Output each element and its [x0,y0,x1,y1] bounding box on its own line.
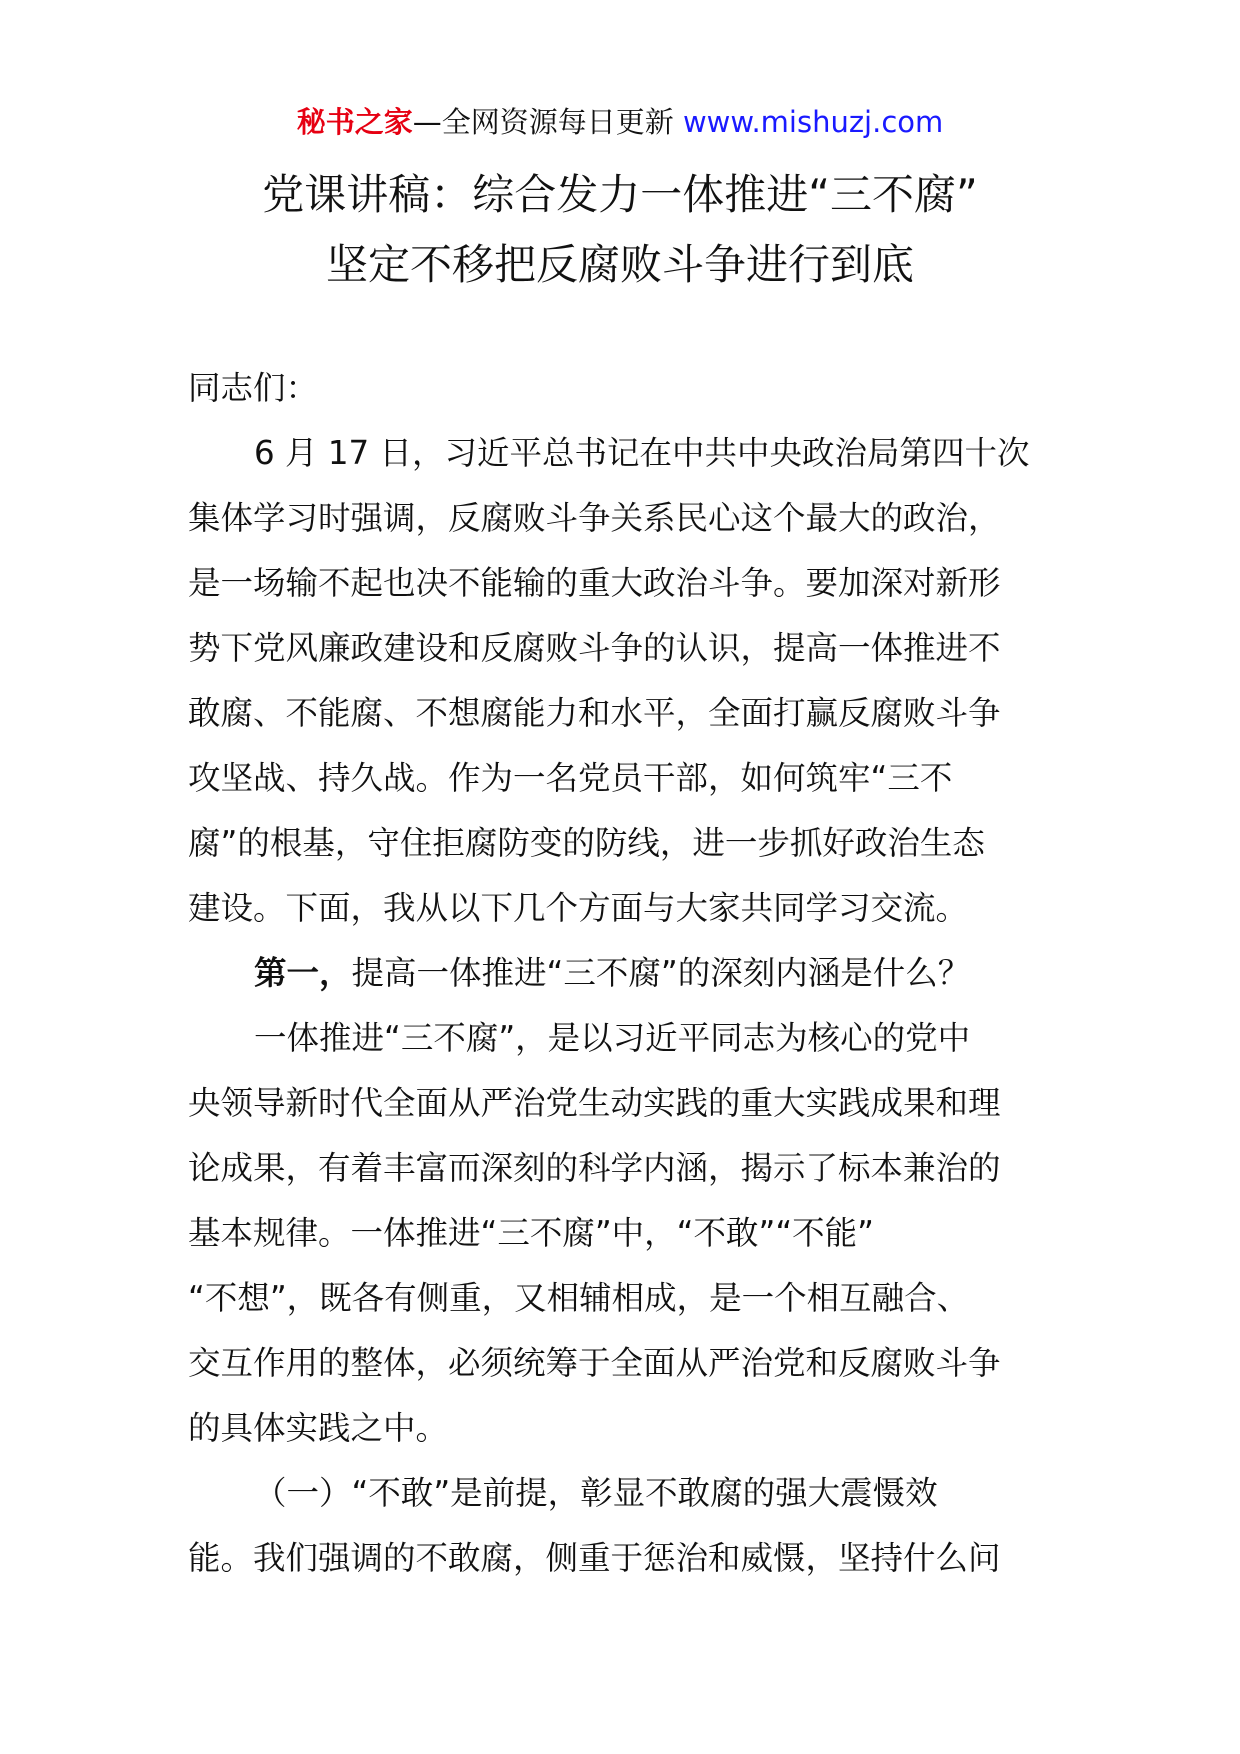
paragraph-line: 攻坚战、持久战。作为一名党员干部，如何筑牢“三不 [188,759,953,797]
paragraph-line: 能。我们强调的不敢腐，侧重于惩治和威慑，坚持什么问 [188,1539,1001,1577]
paragraph-line: 势下党风廉政建设和反腐败斗争的认识，提高一体推进不 [188,629,1001,667]
section-heading-text: 提高一体推进“三不腐”的深刻内涵是什么？ [351,954,971,992]
section-number: 第一， [254,954,352,992]
paragraph-3 [188,1461,1054,1591]
paragraph-line: 建设。下面，我从以下几个方面与大家共同学习交流。 [188,889,969,927]
paragraph-line: 6 月 17 日，习近平总书记在中共中央政治局第四十次 [254,434,1030,472]
title-line-1: 党课讲稿：综合发力一体推进“三不腐” [262,170,978,219]
header-tagline: —全网资源每日更新 [412,105,674,139]
paragraph-line: 央领导新时代全面从严治党生动实践的重大实践成果和理 [188,1084,1001,1122]
paragraph-line: 的具体实践之中。 [188,1409,449,1447]
brand-name: 秘书之家 [296,105,413,139]
paragraph-line: 基本规律。一体推进“三不腐”中，“不敢”“不能” [188,1214,875,1252]
document-body [188,356,1054,1591]
paragraph-line: “不想”，既各有侧重，又相辅相成，是一个相互融合、 [188,1279,970,1317]
paragraph-2 [188,1006,1054,1461]
paragraph-1 [188,421,1054,941]
document-title [0,160,1240,300]
paragraph-line: 集体学习时强调，反腐败斗争关系民心这个最大的政治， [188,499,1001,537]
site-url-link[interactable]: www.mishuzj.com [682,105,944,139]
paragraph-line: 敢腐、不能腐、不想腐能力和水平，全面打赢反腐败斗争 [188,694,1001,732]
paragraph-line: （一）“不敢”是前提，彰显不敢腐的强大震慑效 [254,1474,938,1512]
paragraph-line: 腐”的根基，守住拒腐防变的防线，进一步抓好政治生态 [188,824,985,862]
paragraph-line: 交互作用的整体，必须统筹于全面从严治党和反腐败斗争 [188,1344,1001,1382]
salutation: 同志们： [188,369,319,407]
paragraph-line: 是一场输不起也决不能输的重大政治斗争。要加深对新形 [188,564,1001,602]
section-heading [188,941,1054,1006]
paragraph-line: 论成果，有着丰富而深刻的科学内涵，揭示了标本兼治的 [188,1149,1001,1187]
site-header [0,100,1240,144]
title-line-2: 坚定不移把反腐败斗争进行到底 [325,240,914,289]
paragraph-line: 一体推进“三不腐”，是以习近平同志为核心的党中 [254,1019,971,1057]
